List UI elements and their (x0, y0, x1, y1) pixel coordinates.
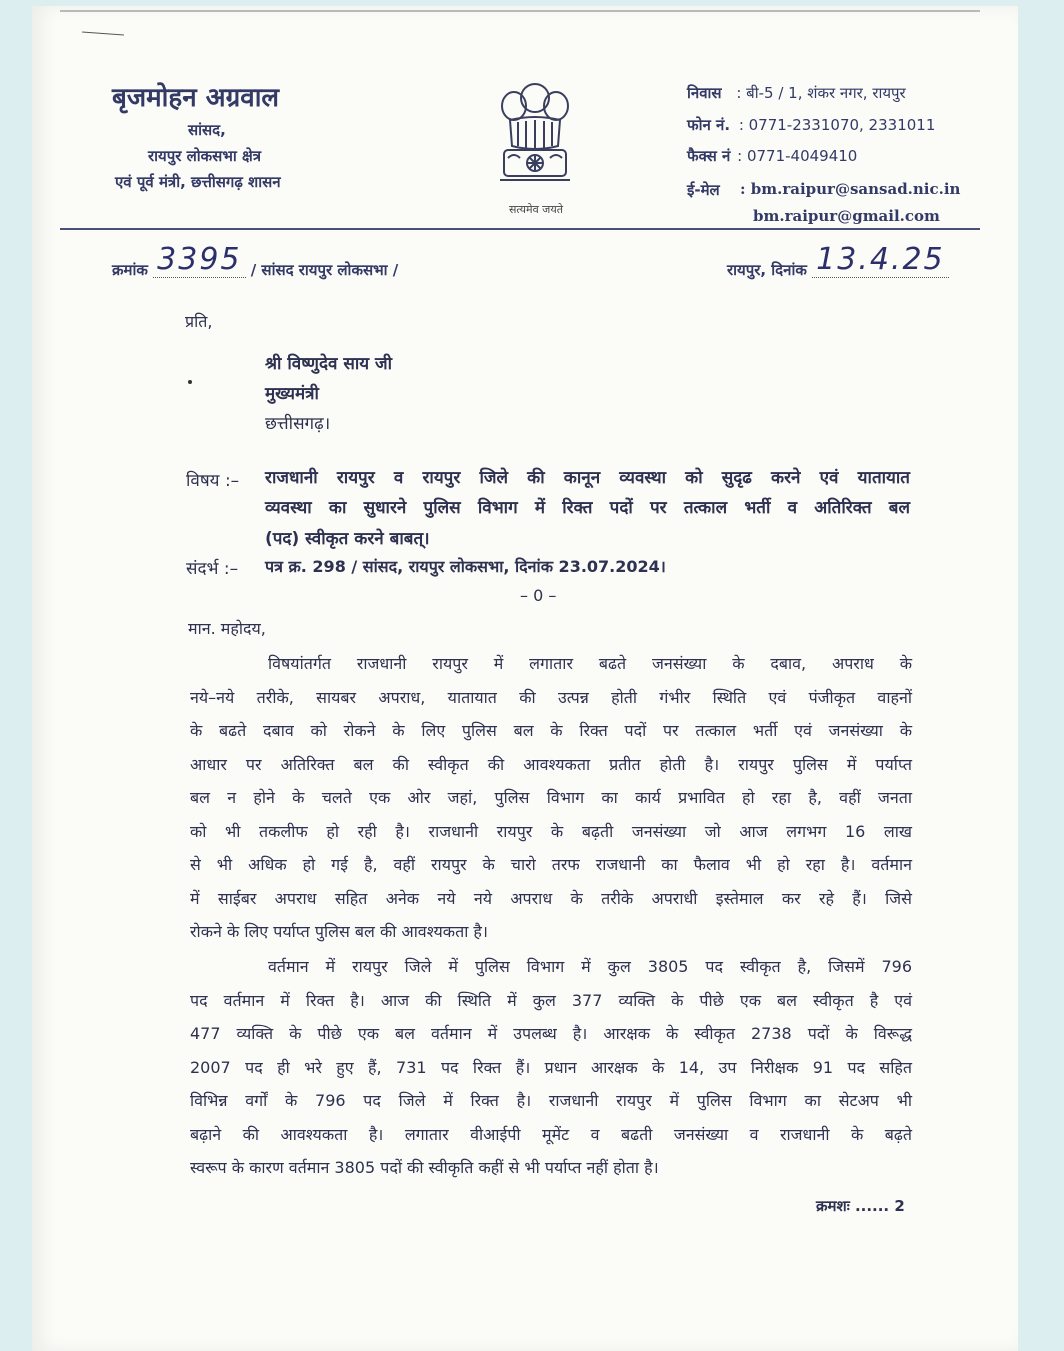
reference-prefix: क्रमांक (112, 261, 148, 279)
paragraph-1 (190, 647, 912, 949)
paragraph-1-line: नये–नये तरीके, सायबर अपराध, यातायात की उत्पन्न होती गंभीर स्थिति एवं पंजीकृत वाहनों (190, 687, 912, 707)
letterhead-divider (60, 228, 980, 230)
salutation: मान. महोदय, (188, 619, 266, 638)
paragraph-2-line: पद वर्तमान में रिक्त है। आज की स्थिति में कुल 377 व्यक्ति के पीछे एक बल स्वीकृत है एवं (190, 990, 912, 1010)
email-row (687, 180, 720, 200)
context-text: पत्र क्र. 298 / सांसद, रायपुर लोकसभा, दिनांक 23.07.2024। (265, 557, 666, 576)
phone-value: : 0771-2331070, 2331011 (738, 116, 936, 134)
date-row (727, 242, 949, 283)
paragraph-1-line: रोकने के लिए पर्याप्त पुलिस बल की आवश्यकता है। (190, 922, 488, 941)
fax-label: फैक्स नं (687, 147, 731, 165)
continuation-note: क्रमशः ...... 2 (816, 1197, 905, 1215)
phone-label: फोन नं. (687, 116, 731, 134)
emblem-motto: सत्यमेव जयते (508, 203, 563, 216)
subject-label: विषय :– (186, 471, 240, 491)
sender-constituency: रायपुर लोकसभा क्षेत्र (148, 147, 262, 165)
sender-former-post: एवं पूर्व मंत्री, छत्तीसगढ़ शासन (115, 173, 281, 191)
email-label: ई-मेल (687, 181, 720, 199)
subject-line-3: (पद) स्वीकृत करने बाबत्। (265, 529, 430, 549)
email-1: : bm.raipur@sansad.nic.in (740, 180, 961, 198)
phone-row (687, 115, 935, 135)
to-label: प्रति, (185, 312, 213, 331)
date-handwritten: 13.4.25 (812, 242, 949, 278)
paragraph-2 (190, 950, 912, 1185)
subject-line-1: राजधानी रायपुर व रायपुर जिले की कानून व्यवस्था को सुदृढ करने एवं यातायात (265, 468, 910, 488)
reference-number-handwritten: 3395 (153, 242, 245, 278)
recipient-title: मुख्यमंत्री (265, 384, 319, 404)
recipient-name: श्री विष्णुदेव साय जी (265, 354, 393, 374)
national-emblem-icon (490, 76, 580, 198)
paragraph-2-line: 477 व्यक्ति के पीछे एक बल वर्तमान में उपलब्ध है। आरक्षक के स्वीकृत 2738 पदों के विरूद्ध (190, 1024, 912, 1043)
subject-line-2: व्यवस्था का सुधारने पुलिस विभाग में रिक्त पदों पर तत्काल भर्ती व अतिरिक्त बल (265, 498, 910, 518)
paragraph-1-line: बल न होने के चलते एक ओर जहां, पुलिस विभाग का कार्य प्रभावित हो रहा है, वहीं जनता (190, 788, 912, 807)
paragraph-2-line: वर्तमान में रायपुर जिले में पुलिस विभाग में कुल 3805 पद स्वीकृत है, जिसमें 796 (268, 957, 912, 976)
paragraph-2-line: स्वरूप के कारण वर्तमान 3805 पदों की स्वीकृति कहीं से भी पर्याप्त नहीं होता है। (190, 1158, 659, 1177)
sender-designation: सांसद, (188, 121, 226, 139)
separator: – 0 – (520, 586, 557, 605)
paragraph-2-line: बढ़ाने की आवश्यकता है। लगातार वीआईपी मूमेंट व बढती जनसंख्या व राजधानी के बढ़ते (190, 1124, 912, 1144)
context-label: संदर्भ :– (186, 559, 239, 579)
paragraph-1-line: में साईबर अपराध सहित अनेक नये नये अपराध के तरीके अपराधी इस्तेमाल कर रहे हैं। जिसे (190, 888, 912, 908)
residence-value: : बी-5 / 1, शंकर नगर, रायपुर (736, 84, 906, 102)
paragraph-2-line: विभिन्न वर्गों के 796 पद जिले में रिक्त है। राजधानी रायपुर में पुलिस विभाग का सेटअप भी (190, 1091, 912, 1110)
sender-name: बृजमोहन अग्रवाल (112, 83, 280, 113)
paragraph-1-line: को भी तकलीफ हो रही है। राजधानी रायपुर के बढ़ती जनसंख्या जो आज लगभग 16 लाख (190, 821, 912, 841)
page-top-edge (60, 10, 980, 12)
fax-value: : 0771-4049410 (737, 147, 858, 165)
email-2: bm.raipur@gmail.com (753, 207, 940, 225)
residence-row (687, 83, 906, 103)
paragraph-1-line: के बढते दबाव को रोकने के लिए पुलिस बल के रिक्त पदों पर तत्काल भर्ती एवं जनसंख्या के (190, 721, 912, 740)
paragraph-1-line: आधार पर अतिरिक्त बल की स्वीकृत की आवश्यकता प्रतीत होती है। रायपुर पुलिस में पर्याप्त (190, 754, 912, 774)
reference-number-row (112, 242, 399, 283)
paragraph-1-line: विषयांतर्गत राजधानी रायपुर में लगातार बढते जनसंख्या के दबाव, अपराध के (268, 654, 912, 673)
recipient-state: छत्तीसगढ़। (265, 414, 331, 434)
residence-label: निवास (687, 84, 722, 102)
date-prefix: रायपुर, दिनांक (727, 261, 807, 279)
bullet-mark (188, 380, 192, 384)
paragraph-2-line: 2007 पद ही भरे हुए हैं, 731 पद रिक्त हैं। प्रधान आरक्षक के 14, उप निरीक्षक 91 पद सहित (190, 1057, 912, 1077)
paragraph-1-line: से भी अधिक हो गई है, वहीं रायपुर के चारो तरफ राजधानी का फैलाव भी हो रहा है। वर्तमान (190, 855, 912, 874)
fax-row (687, 146, 857, 166)
reference-suffix: / सांसद रायपुर लोकसभा / (250, 261, 399, 279)
